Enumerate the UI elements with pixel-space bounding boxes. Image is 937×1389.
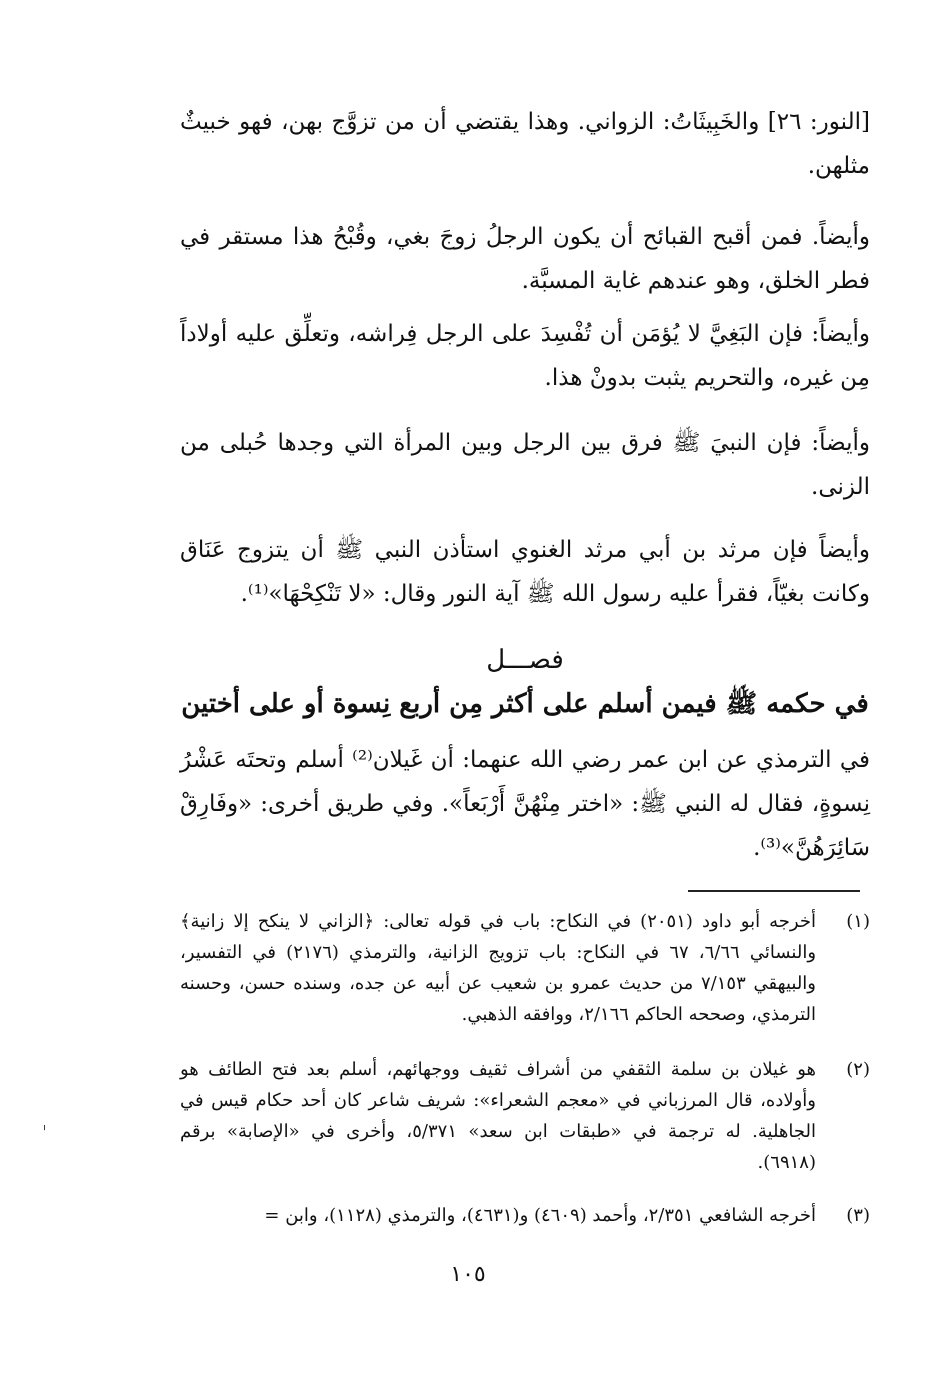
paragraph-3: وأيضاً: فإن البَغِيَّ لا يُؤمَن أن تُفْسِدَ على الرجل فِراشه، وتعلِّق عليه أولاداً مِن غيره، والتحريم يثبت بدونْ هذا. — [180, 321, 870, 391]
footnote-divider — [688, 890, 860, 892]
section-label: فصـــل — [486, 645, 564, 675]
footnote-number: (٣) — [846, 1205, 870, 1226]
paragraph-1: [النور: ٢٦] والخَبِيثَاتُ: الزواني. وهذا يقتضي أن من تزوَّج بهن، فهو خبيثٌ مثلهن. — [180, 109, 870, 179]
footnote-text: أخرجه أبو داود (٢٠٥١) في النكاح: باب في قوله تعالى: ﴿الزاني لا ينكح إلا زانية﴾ والنسائي ٦/٦٦، ٦٧ في النكاح: باب تزويج الزانية، والترمذي (٢١٧٦) في التفسير، والبيهقي ٧/١٥٣ من حديث عمرو بن شعيب عن أبيه عن جده، وسنده حسن، وحسنه الترمذي، وصححه الحاكم ٢/١٦٦، ووافقه الذهبي. — [180, 911, 817, 1025]
footnote-1 — [180, 906, 870, 1030]
paragraph-2: وأيضاً. فمن أقبح القبائح أن يكون الرجلُ زوجَ بغي، وقُبْحُ هذا مستقر في فطر الخلق، وهو عندهم غاية المسبَّة. — [180, 224, 870, 294]
footnote-number: (٢) — [846, 1059, 870, 1080]
paragraph-4: وأيضاً: فإن النبيَ ﷺ فرق بين الرجل وبين المرأة التي وجدها حُبلى من الزنى. — [180, 430, 870, 500]
page-number: ١٠٥ — [450, 1262, 486, 1287]
footnote-number: (١) — [846, 911, 870, 932]
footnote-2 — [180, 1054, 870, 1178]
section-title: في حكمه ﷺ فيمن أسلم على أكثر مِن أربع نِسوة أو على أختين — [181, 689, 869, 719]
footnote-text: أخرجه الشافعي ٢/٣٥١، وأحمد (٤٦٠٩) و(٤٦٣١)، والترمذي (١١٢٨)، وابن = — [264, 1205, 816, 1226]
footnote-text: هو غيلان بن سلمة الثقفي من أشراف ثقيف ووجهائهم، أسلم بعد فتح الطائف هو وأولاده، قال المرزباني في «معجم الشعراء»: شريف شاعر كان أحد حكام قيس في الجاهلية. له ترجمة في «طبقات ابن سعد» ٥/٣٧١، وأخرى في «الإصابة» برقم (٦٩١٨). — [180, 1059, 816, 1173]
footnote-3 — [180, 1200, 870, 1231]
paragraph-5: وأيضاً فإن مرثد بن أبي مرثد الغنوي استأذن النبي ﷺ أن يتزوج عَنَاق وكانت بغيّاً، فقرأ عليه رسول الله ﷺ آية النور وقال: «لا تَنْكِحْهَا»⁽¹⁾. — [180, 537, 870, 607]
paragraph-6: في الترمذي عن ابن عمر رضي الله عنهما: أن غَيلان⁽²⁾ أسلم وتحتَه عَشْرُ نِسوةٍ، فقال له النبي ﷺ: «اختر مِنْهُنَّ أَرْبَعاً». وفي طريق أخرى: «وفَارِقْ سَائِرَهُنَّ»⁽³⁾. — [180, 747, 870, 861]
